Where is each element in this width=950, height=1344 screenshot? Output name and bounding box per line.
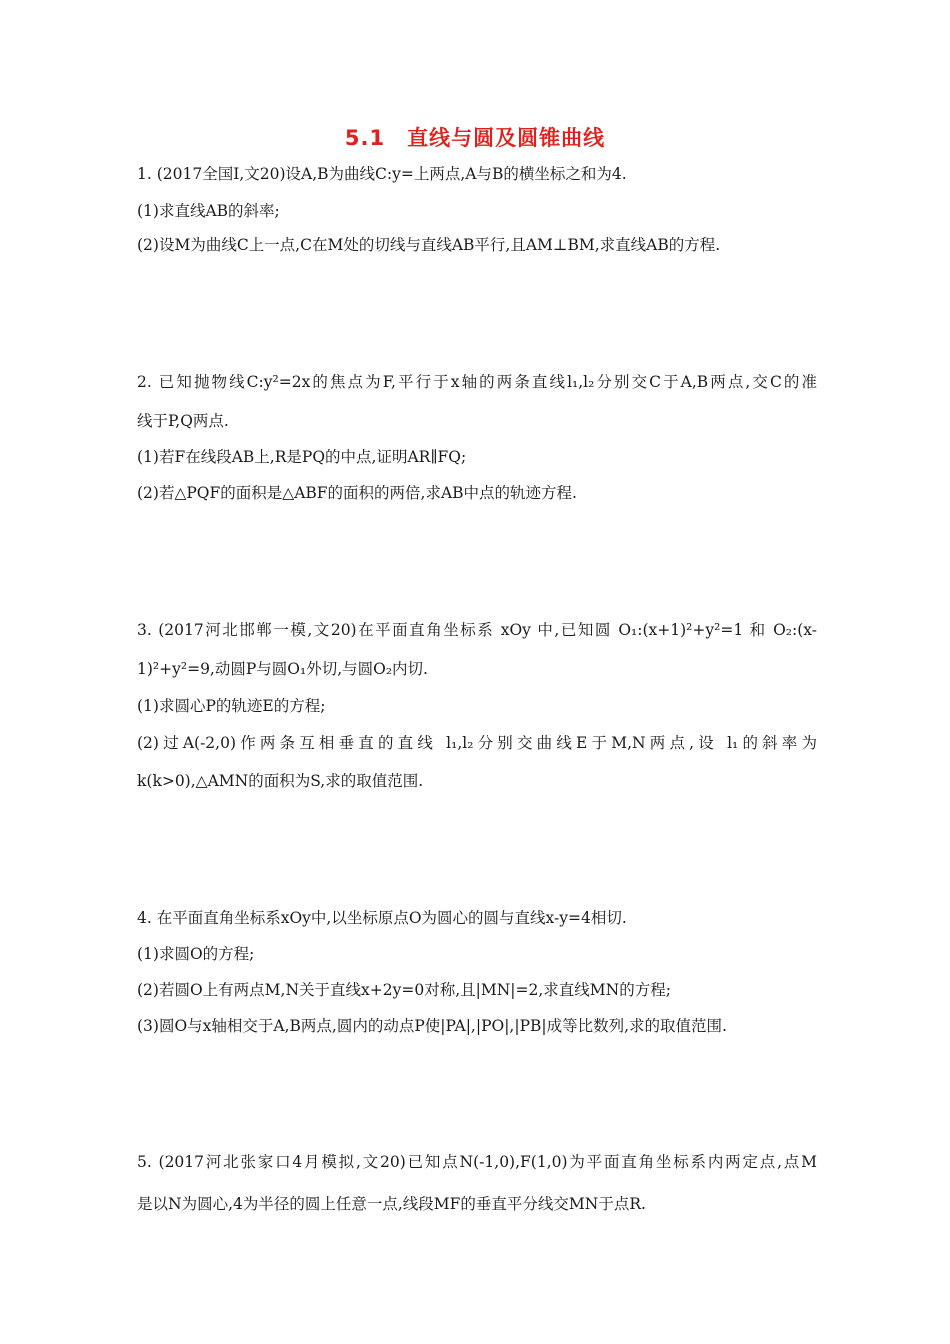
problem-1-line-1: 1. (2017全国Ⅰ,文20)设A,B为曲线C:y=上两点,A与B的横坐标之和为4. <box>137 165 627 183</box>
problem-4-line-4: (3)圆O与x轴相交于A,B两点,圆内的动点P使|PA|,|PO|,|PB|成等比数列,求的取值范围. <box>137 1017 727 1035</box>
problem-3-line-5: k(k>0),△AMN的面积为S,求的取值范围. <box>137 772 424 790</box>
problem-4-line-2: (1)求圆O的方程; <box>137 945 255 963</box>
problem-1-line-2: (1)求直线AB的斜率; <box>137 202 280 220</box>
problem-4-line-1: 4. 在平面直角坐标系xOy中,以坐标原点O为圆心的圆与直线x-y=4相切. <box>137 909 627 927</box>
problem-2-line-2: 线于P,Q两点. <box>137 412 229 430</box>
problem-3-line-3: (1)求圆心P的轨迹E的方程; <box>137 697 326 715</box>
problem-5-line-2: 是以N为圆心,4为半径的圆上任意一点,线段MF的垂直平分线交MN于点R. <box>137 1195 646 1213</box>
problem-3-line-1: 3. (2017河北邯郸一模,文20)在平面直角坐标系 xOy 中,已知圆 O₁:(x+1)²+y²=1 和 O₂:(x- <box>137 621 817 639</box>
problem-2-line-3: (1)若F在线段AB上,R是PQ的中点,证明AR∥FQ; <box>137 448 467 466</box>
problem-1-line-3: (2)设M为曲线C上一点,C在M处的切线与直线AB平行,且AM⊥BM,求直线AB的方程. <box>137 236 721 254</box>
section-title: 5.1 直线与圆及圆锥曲线 <box>344 126 606 150</box>
problem-3-line-2: 1)²+y²=9,动圆P与圆O₁外切,与圆O₂内切. <box>137 660 428 678</box>
problem-2-line-4: (2)若△PQF的面积是△ABF的面积的两倍,求AB中点的轨迹方程. <box>137 484 577 502</box>
problem-2-line-1: 2. 已知抛物线C:y²=2x的焦点为F,平行于x轴的两条直线l₁,l₂分别交C于A,B两点,交C的准 <box>137 373 817 391</box>
problem-4-line-3: (2)若圆O上有两点M,N关于直线x+2y=0对称,且|MN|=2,求直线MN的方程; <box>137 981 671 999</box>
problem-5-line-1: 5. (2017河北张家口4月模拟,文20)已知点N(-1,0),F(1,0)为平面直角坐标系内两定点,点M <box>137 1153 817 1171</box>
problem-3-line-4: (2)过A(-2,0)作两条互相垂直的直线 l₁,l₂分别交曲线E于M,N两点,设 l₁的斜率为 <box>137 734 817 752</box>
